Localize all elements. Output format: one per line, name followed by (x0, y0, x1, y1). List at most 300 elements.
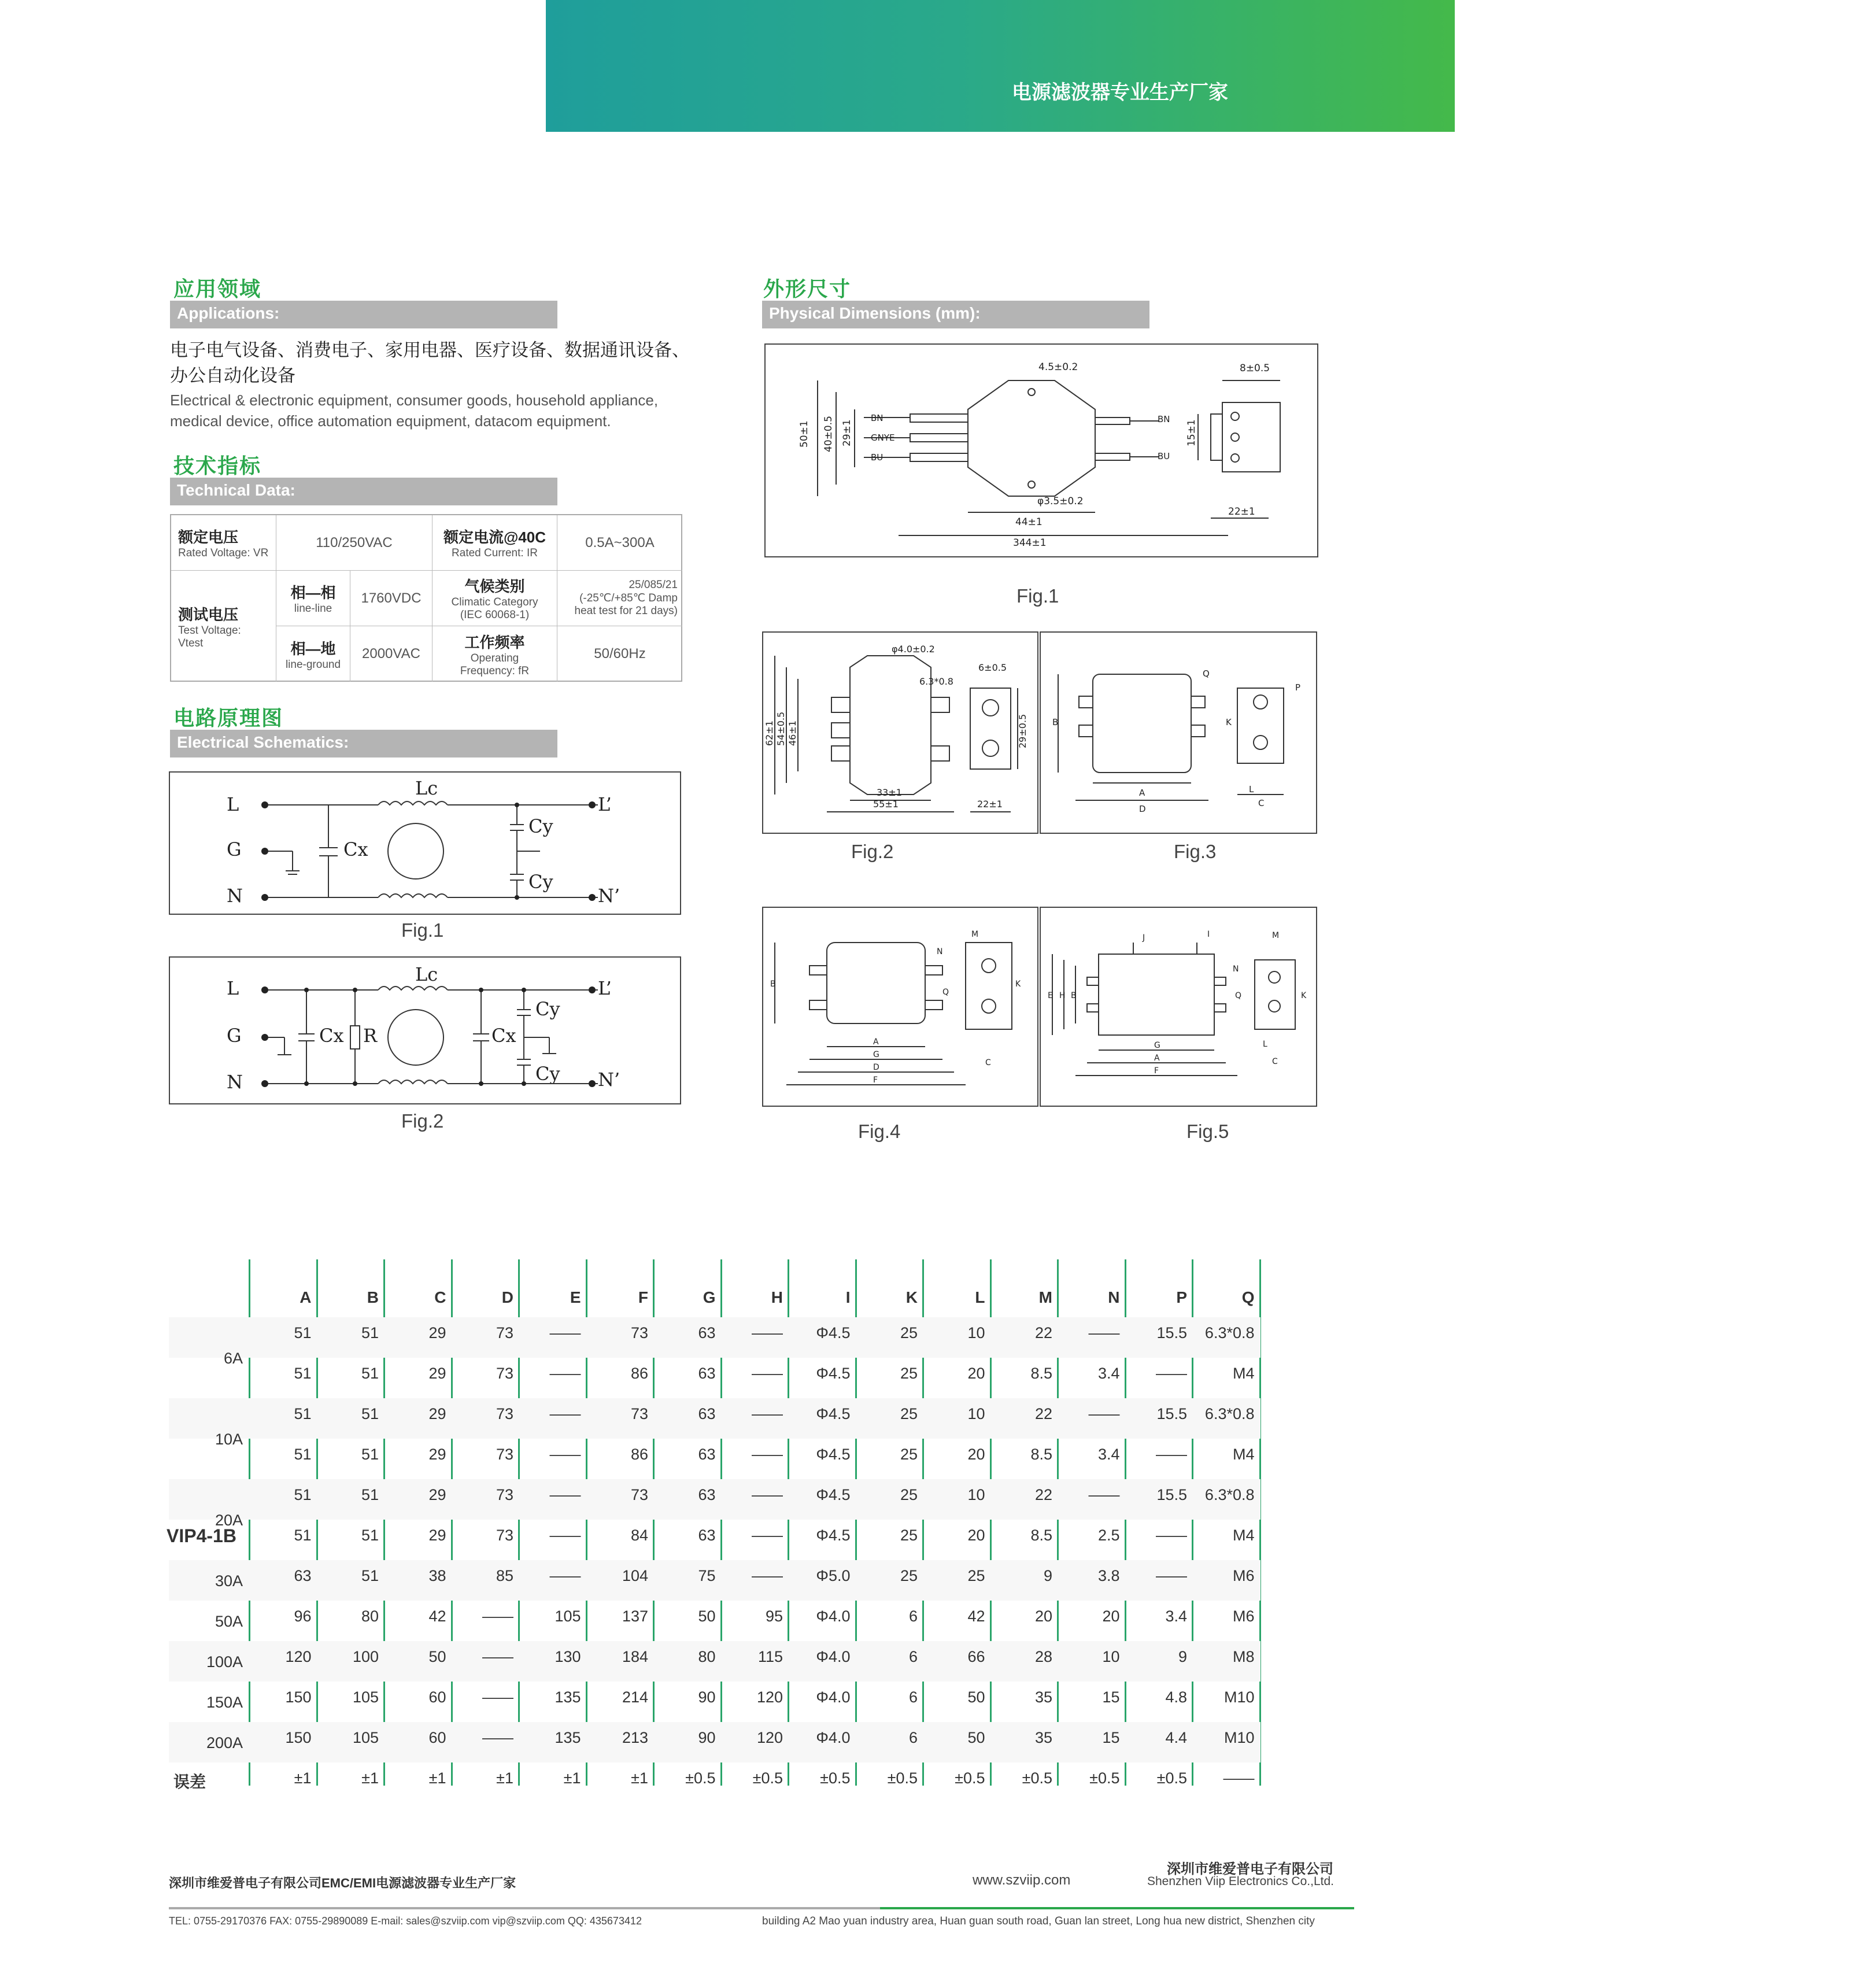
table-cell: —— (1156, 1365, 1187, 1382)
table-cell: —— (549, 1365, 581, 1382)
table-group-label: 100A (206, 1653, 243, 1671)
sch2-Lp: L’ (598, 977, 612, 999)
line-line-value: 1760VDC (361, 590, 422, 606)
applications-text-cn-1: 电子电气设备、消费电子、家用电器、医疗设备、数据通讯设备、 (170, 340, 690, 360)
table-cell: 20 (967, 1446, 985, 1463)
table-cell: 4.8 (1165, 1688, 1187, 1706)
line-line-en: line-line (294, 603, 332, 615)
table-cell: 50 (967, 1688, 985, 1706)
svg-text:A: A (1139, 788, 1145, 798)
table-tolerance-cell: ±0.5 (1022, 1769, 1052, 1787)
table-cell: 10 (1102, 1648, 1120, 1665)
line-ground-en: line-ground (285, 658, 341, 671)
dimension-fig4-drawing (763, 908, 1037, 1106)
table-model-label: VIP4-1B (167, 1525, 236, 1546)
dim1-c: 50±1 (799, 420, 810, 448)
table-group-label: 30A (215, 1572, 243, 1590)
schematics-title-en: Electrical Schematics: (170, 730, 557, 757)
dim2-d: 62±1 (764, 720, 775, 746)
dimension-fig5-caption: Fig.5 (1186, 1121, 1229, 1142)
technical-title-en: Technical Data: (170, 478, 557, 505)
table-cell: 51 (361, 1405, 379, 1422)
sch1-Lp: L’ (598, 793, 612, 815)
dimension-fig4 (762, 907, 1038, 1107)
line-ground-cn: 相—地 (290, 640, 336, 657)
table-cell: 63 (698, 1324, 716, 1342)
table-cell: 29 (428, 1486, 446, 1503)
table-cell: 8.5 (1030, 1365, 1052, 1382)
table-cell: 51 (294, 1324, 312, 1342)
page-number: 25/26 (1786, 71, 1852, 110)
test-voltage-en-1: Test Voltage: (178, 624, 241, 637)
table-group-label: 6A (223, 1350, 243, 1367)
table-cell: 10 (967, 1405, 985, 1422)
table-cell: 2.5 (1097, 1527, 1120, 1544)
dimension-fig3-drawing (1041, 633, 1316, 833)
table-cell: 60 (428, 1729, 446, 1746)
rated-voltage-value: 110/250VAC (316, 534, 393, 550)
table-cell: 3.4 (1097, 1446, 1120, 1463)
table-cell: 10 (967, 1324, 985, 1342)
table-cell: —— (752, 1527, 783, 1544)
table-cell: 28 (1034, 1648, 1052, 1665)
table-cell: 50 (698, 1608, 716, 1625)
dim1-g: φ3.5±0.2 (1037, 496, 1084, 507)
svg-text:C: C (985, 1058, 991, 1067)
table-cell: 25 (900, 1365, 918, 1382)
table-cell: 85 (496, 1567, 513, 1584)
table-cell: —— (752, 1486, 783, 1503)
table-cell: —— (549, 1486, 581, 1503)
table-cell: M8 (1232, 1648, 1255, 1665)
dim2-j: 22±1 (977, 799, 1003, 810)
svg-text:Q: Q (1203, 668, 1210, 679)
table-header-e: E (570, 1288, 581, 1306)
table-tolerance-cell: ±0.5 (685, 1769, 716, 1787)
svg-text:G: G (1154, 1041, 1160, 1050)
frequency-cn: 工作频率 (464, 633, 525, 651)
table-header-i: I (845, 1288, 851, 1306)
table-cell: 51 (361, 1567, 379, 1584)
table-cell: 51 (294, 1365, 312, 1382)
dimension-fig4-caption: Fig.4 (858, 1121, 901, 1142)
svg-text:D: D (873, 1063, 879, 1072)
table-cell: 73 (496, 1446, 513, 1463)
table-cell: 86 (630, 1365, 648, 1382)
table-cell: 51 (361, 1324, 379, 1342)
svg-text:K: K (1226, 717, 1232, 727)
table-cell: 150 (285, 1688, 312, 1706)
table-cell: Φ4.5 (816, 1527, 851, 1544)
sch2-G: G (227, 1025, 242, 1047)
table-cell: 150 (285, 1729, 312, 1746)
svg-text:N: N (937, 947, 943, 956)
sch2-Cy1: Cy (535, 998, 560, 1020)
dimension-fig1-drawing (766, 345, 1317, 556)
footer-divider (169, 1907, 1354, 1909)
table-tolerance-cell: ±0.5 (1156, 1769, 1187, 1787)
table-cell: 15 (1102, 1729, 1120, 1746)
sch2-Cy2: Cy (535, 1063, 560, 1085)
table-tolerance-cell: ±1 (631, 1769, 648, 1787)
table-cell: Φ4.0 (816, 1648, 851, 1665)
table-cell: 25 (900, 1446, 918, 1463)
schematic-fig2 (169, 956, 681, 1104)
table-cell: 8.5 (1030, 1446, 1052, 1463)
footer-url[interactable]: www.szviip.com (973, 1872, 1071, 1888)
table-cell: 22 (1034, 1405, 1052, 1422)
header-title: 电源滤波器专业生产厂家 (1012, 82, 1228, 104)
climatic-value-1: 25/085/21 (629, 579, 678, 591)
table-tolerance-cell: ±0.5 (955, 1769, 985, 1787)
table-cell: 137 (622, 1608, 648, 1625)
table-cell: M4 (1232, 1446, 1255, 1463)
applications-title-cn: 应用领域 (173, 277, 262, 301)
table-cell: 86 (630, 1446, 648, 1463)
table-header-f: F (638, 1288, 648, 1306)
table-cell: 73 (630, 1324, 648, 1342)
table-cell: 105 (352, 1729, 379, 1746)
test-voltage-en-2: Vtest (178, 637, 204, 649)
svg-text:M: M (1272, 931, 1280, 940)
table-cell: 4.4 (1165, 1729, 1187, 1746)
climatic-en-2: (IEC 60068-1) (460, 609, 530, 621)
table-cell: —— (1088, 1486, 1120, 1503)
applications-text-en-2: medical device, office automation equipment, datacom equipment. (170, 412, 611, 430)
table-cell: 29 (428, 1527, 446, 1544)
svg-text:N: N (1233, 965, 1239, 974)
table-cell: 29 (428, 1324, 446, 1342)
table-cell: 29 (428, 1405, 446, 1422)
table-header-q: Q (1241, 1288, 1255, 1306)
table-cell: 84 (630, 1527, 648, 1544)
table-cell: Φ5.0 (816, 1567, 851, 1584)
table-cell: Φ4.5 (816, 1405, 851, 1422)
svg-text:K: K (1015, 980, 1021, 989)
table-cell: 50 (428, 1648, 446, 1665)
svg-text:C: C (1272, 1057, 1278, 1066)
table-cell: 25 (967, 1567, 985, 1584)
table-cell: 75 (698, 1567, 716, 1584)
schematic-fig1 (169, 771, 681, 915)
table-header-b: B (367, 1288, 379, 1306)
table-header-n: N (1108, 1288, 1120, 1306)
table-cell: 184 (622, 1648, 648, 1665)
dim2-c: 6.3*0.8 (919, 676, 953, 687)
sch1-G: G (227, 838, 242, 860)
table-cell: 51 (294, 1405, 312, 1422)
table-cell: 135 (555, 1729, 581, 1746)
table-cell: 105 (352, 1688, 379, 1706)
table-cell: 20 (1102, 1608, 1120, 1625)
dim2-b: 6±0.5 (978, 662, 1007, 673)
table-cell: 35 (1034, 1688, 1052, 1706)
technical-table (170, 514, 682, 682)
dim1-bu-out: BU (1158, 451, 1170, 461)
table-cell: 120 (285, 1648, 312, 1665)
rated-voltage-cn: 额定电压 (178, 529, 239, 546)
table-cell: M4 (1232, 1365, 1255, 1382)
svg-text:B: B (1071, 991, 1077, 1000)
dim1-bn-out: BN (1158, 414, 1170, 424)
dim1-i: 344±1 (1013, 537, 1047, 549)
rated-current-en: Rated Current: IR (452, 547, 538, 559)
dimension-fig5 (1040, 907, 1317, 1107)
table-cell: 20 (1034, 1608, 1052, 1625)
table-cell: 214 (622, 1688, 648, 1706)
table-cell: —— (482, 1688, 513, 1706)
dim1-j: 22±1 (1228, 506, 1255, 518)
spec-table (169, 1259, 1318, 1791)
svg-text:E: E (1048, 991, 1053, 1000)
table-header-g: G (703, 1288, 716, 1306)
table-cell: M6 (1232, 1608, 1255, 1625)
svg-text:A: A (873, 1037, 879, 1047)
table-header-d: D (501, 1288, 513, 1306)
table-cell: 105 (555, 1608, 581, 1625)
table-cell: 22 (1034, 1486, 1052, 1503)
sch2-N: N (227, 1071, 243, 1093)
table-cell: —— (1088, 1324, 1120, 1342)
applications-text-cn-2: 办公自动化设备 (170, 365, 295, 386)
table-cell: 51 (361, 1527, 379, 1544)
table-tolerance-cell: ±1 (428, 1769, 446, 1787)
dimension-fig1 (764, 343, 1318, 557)
table-cell: —— (482, 1648, 513, 1665)
table-cell: 38 (428, 1567, 446, 1584)
table-cell: M10 (1223, 1688, 1255, 1706)
table-cell: 90 (698, 1729, 716, 1746)
table-cell: Φ4.0 (816, 1688, 851, 1706)
sch1-Lc: Lc (415, 777, 438, 799)
applications-title-en: Applications: (170, 301, 557, 328)
svg-text:D: D (1139, 804, 1146, 814)
table-cell: 15.5 (1156, 1486, 1187, 1503)
sch2-Cx2: Cx (491, 1025, 516, 1047)
table-cell: 25 (900, 1486, 918, 1503)
table-cell: Φ4.5 (816, 1324, 851, 1342)
table-cell: —— (482, 1608, 513, 1625)
header-band (546, 0, 1852, 132)
table-cell: —— (752, 1405, 783, 1422)
sch2-Cx1: Cx (319, 1025, 344, 1047)
sch1-Cy2: Cy (528, 871, 553, 893)
table-header-h: H (771, 1288, 783, 1306)
table-cell: M6 (1232, 1567, 1255, 1584)
table-cell: —— (752, 1567, 783, 1584)
table-cell: 100 (352, 1648, 379, 1665)
sch2-L: L (227, 977, 239, 999)
dimension-fig3-caption: Fig.3 (1174, 841, 1217, 862)
table-cell: 25 (900, 1405, 918, 1422)
schematic-fig1-caption: Fig.1 (401, 919, 444, 941)
sch1-Cy1: Cy (528, 815, 553, 837)
dim2-f: 46±1 (787, 720, 798, 746)
table-cell: 66 (967, 1648, 985, 1665)
table-cell: 15.5 (1156, 1324, 1187, 1342)
table-cell: 42 (967, 1608, 985, 1625)
table-cell: —— (752, 1446, 783, 1463)
table-cell: 51 (294, 1446, 312, 1463)
table-cell: 6 (908, 1608, 918, 1625)
footer-company-cn: 深圳市维爱普电子有限公司 (1167, 1861, 1333, 1877)
table-cell: 213 (622, 1729, 648, 1746)
table-cell: —— (549, 1567, 581, 1584)
table-group-label: 50A (215, 1613, 243, 1630)
svg-text:L: L (1263, 1040, 1267, 1049)
table-cell: Φ4.5 (816, 1486, 851, 1503)
rated-voltage-en: Rated Voltage: VR (178, 547, 269, 559)
table-cell: 51 (294, 1527, 312, 1544)
dim1-bn: BN (871, 413, 884, 423)
table-header-l: L (975, 1288, 985, 1306)
dim1-f: 15±1 (1186, 419, 1197, 446)
table-cell: 6.3*0.8 (1204, 1405, 1255, 1422)
table-cell: 51 (361, 1446, 379, 1463)
table-tolerance-cell: ±0.5 (1089, 1769, 1120, 1787)
dimension-fig5-drawing (1041, 908, 1316, 1106)
table-header-p: P (1176, 1288, 1187, 1306)
table-tolerance-label: 误差 (173, 1773, 206, 1791)
table-cell: 130 (555, 1648, 581, 1665)
table-cell: 6.3*0.8 (1204, 1324, 1255, 1342)
table-cell: 42 (428, 1608, 446, 1625)
dimension-fig2-caption: Fig.2 (851, 841, 894, 862)
table-cell: 63 (294, 1567, 312, 1584)
table-cell: 63 (698, 1527, 716, 1544)
line-line-cn: 相—相 (290, 584, 336, 601)
table-cell: 6 (908, 1648, 918, 1665)
svg-text:B: B (1052, 717, 1059, 727)
table-cell: 8.5 (1030, 1527, 1052, 1544)
table-cell: 63 (698, 1446, 716, 1463)
sch2-Lc: Lc (415, 963, 438, 985)
table-cell: 51 (361, 1365, 379, 1382)
dim1-a: 4.5±0.2 (1038, 361, 1078, 373)
svg-text:G: G (873, 1050, 879, 1059)
table-tolerance-cell: ±0.5 (887, 1769, 918, 1787)
table-cell: 20 (967, 1365, 985, 1382)
svg-text:A: A (1154, 1054, 1160, 1063)
climatic-value-2: (-25℃/+85℃ Damp (579, 592, 678, 604)
table-cell: 73 (496, 1527, 513, 1544)
table-cell: 6 (908, 1729, 918, 1746)
table-cell: Φ4.0 (816, 1729, 851, 1746)
table-header-k: K (905, 1288, 918, 1306)
table-cell: 120 (756, 1729, 783, 1746)
table-header-c: C (434, 1288, 446, 1306)
svg-text:I: I (1207, 930, 1210, 939)
table-cell: 96 (294, 1608, 312, 1625)
climatic-cn: 气候类别 (464, 578, 525, 595)
table-cell: 73 (496, 1365, 513, 1382)
dim1-e: 29±1 (841, 419, 853, 446)
svg-text:F: F (873, 1076, 878, 1085)
dim1-bu: BU (871, 452, 884, 463)
table-cell: 9 (1043, 1567, 1052, 1584)
climatic-value-3: heat test for 21 days) (574, 605, 678, 617)
table-cell: 15.5 (1156, 1405, 1187, 1422)
table-cell: —— (549, 1405, 581, 1422)
table-cell: —— (549, 1446, 581, 1463)
table-cell: 80 (361, 1608, 379, 1625)
table-cell: 20 (967, 1527, 985, 1544)
footer-left-cn: 深圳市维爱普电子有限公司EMC/EMI电源滤波器专业生产厂家 (169, 1876, 516, 1890)
table-cell: 63 (698, 1486, 716, 1503)
applications-text-en-1: Electrical & electronic equipment, consumer goods, household appliance, (170, 391, 659, 409)
table-cell: Φ4.5 (816, 1446, 851, 1463)
table-cell: 120 (756, 1688, 783, 1706)
table-cell: 3.4 (1165, 1608, 1187, 1625)
dimensions-title-en: Physical Dimensions (mm): (762, 301, 1149, 328)
table-cell: 22 (1034, 1324, 1052, 1342)
svg-text:H: H (1059, 991, 1066, 1000)
table-tolerance-cell: ±1 (496, 1769, 513, 1787)
dimension-fig2-drawing (763, 633, 1037, 833)
frequency-en-2: Frequency: fR (460, 664, 530, 677)
table-cell: —— (549, 1527, 581, 1544)
table-cell: Φ4.5 (816, 1365, 851, 1382)
table-cell: Φ4.0 (816, 1608, 851, 1625)
table-tolerance-cell: —— (1223, 1769, 1255, 1787)
dim2-g: 29±0.5 (1017, 714, 1028, 748)
table-cell: —— (1156, 1527, 1187, 1544)
frequency-value: 50/60Hz (594, 646, 646, 662)
dim2-i: 55±1 (873, 799, 899, 810)
table-tolerance-cell: ±1 (294, 1769, 312, 1787)
table-cell: 60 (428, 1688, 446, 1706)
table-cell: 51 (361, 1486, 379, 1503)
dim1-h: 44±1 (1015, 516, 1043, 528)
table-group-label: 10A (215, 1431, 243, 1448)
svg-text:F: F (1154, 1066, 1159, 1076)
table-cell: 9 (1178, 1648, 1187, 1665)
table-cell: 3.4 (1097, 1365, 1120, 1382)
table-cell: —— (1156, 1446, 1187, 1463)
schematic-fig2-drawing (170, 958, 680, 1103)
table-cell: 6 (908, 1688, 918, 1706)
table-header-a: A (300, 1288, 312, 1306)
table-tolerance-cell: ±1 (563, 1769, 581, 1787)
table-cell: —— (1088, 1405, 1120, 1422)
table-cell: 104 (622, 1567, 648, 1584)
sch1-Np: N’ (598, 885, 620, 907)
table-cell: 95 (765, 1608, 783, 1625)
table-cell: 51 (294, 1486, 312, 1503)
table-cell: 10 (967, 1486, 985, 1503)
table-cell: 29 (428, 1446, 446, 1463)
table-cell: 90 (698, 1688, 716, 1706)
table-cell: —— (752, 1324, 783, 1342)
table-group-label: 150A (206, 1694, 243, 1711)
table-cell: 25 (900, 1567, 918, 1584)
dim1-b: 8±0.5 (1240, 363, 1270, 374)
footer-company-en: Shenzhen Viip Electronics Co.,Ltd. (1147, 1875, 1334, 1888)
table-cell: 35 (1034, 1729, 1052, 1746)
dimension-fig3 (1040, 631, 1317, 834)
schematic-fig2-caption: Fig.2 (401, 1110, 444, 1132)
table-tolerance-cell: ±1 (361, 1769, 379, 1787)
table-group-label: 20A (215, 1512, 243, 1529)
table-tolerance-cell: ±0.5 (820, 1769, 851, 1787)
svg-text:C: C (1258, 798, 1265, 808)
rated-current-cn: 额定电流@40C (443, 529, 546, 546)
footer-contact: TEL: 0755-29170376 FAX: 0755-29890089 E-mail: sales@szviip.com vip@szviip.com QQ: 435673412 (169, 1915, 642, 1927)
table-cell: 6.3*0.8 (1204, 1486, 1255, 1503)
table-cell: 3.8 (1097, 1567, 1120, 1584)
schematic-fig1-drawing (170, 773, 680, 914)
table-group-label: 200A (206, 1734, 243, 1751)
